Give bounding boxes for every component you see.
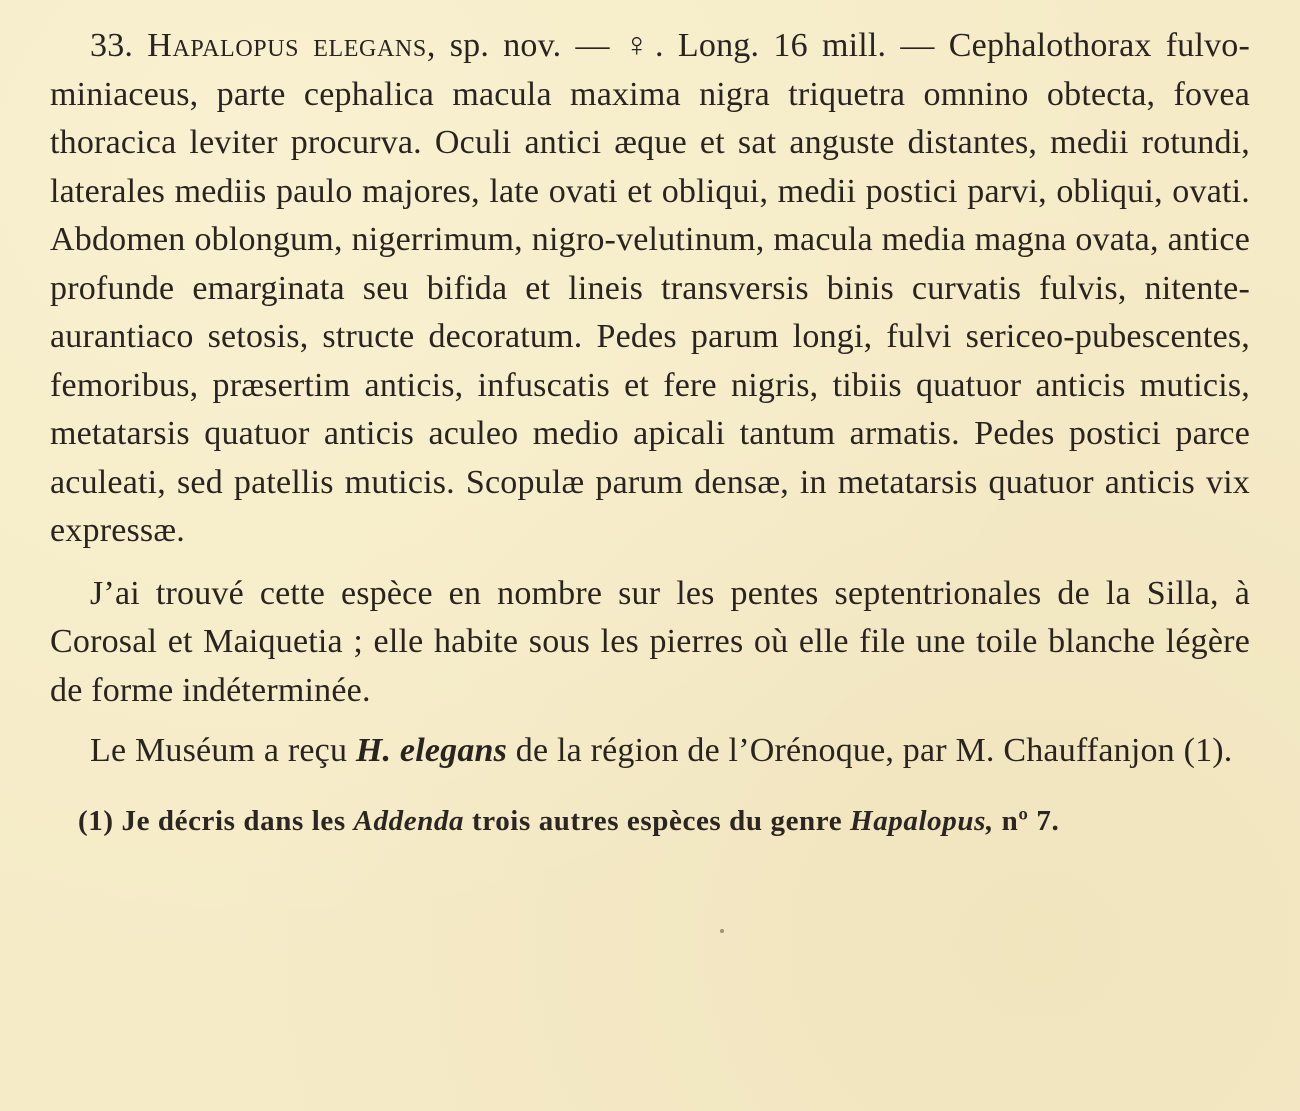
museum-text-before: Le Muséum a reçu	[90, 732, 356, 769]
genus-name: Hapalopus	[147, 27, 300, 64]
footnote-genus: Hapalopus,	[850, 804, 994, 837]
species-description-paragraph	[50, 22, 1250, 556]
museum-paragraph	[50, 727, 1250, 776]
footnote-text-middle: trois autres espèces du genre	[464, 804, 851, 837]
footnote	[50, 798, 1250, 844]
museum-text-after: de la région de l’Orénoque, par M. Chauffanjon (1).	[507, 732, 1233, 769]
species-name: elegans	[313, 27, 427, 64]
ink-speck	[720, 929, 724, 933]
entry-number: 33.	[90, 27, 134, 64]
museum-taxon: H. elegans	[355, 732, 508, 769]
footnote-text-before: (1) Je décris dans les	[78, 804, 354, 837]
footnote-addenda: Addenda	[353, 804, 465, 837]
habitat-paragraph: J’ai trouvé cette espèce en nombre sur les pentes septentrionales de la Silla, à Corosal et Maiquetia ; elle habite sous les pierres où elle file une toile blanche légère de forme indéterminée.	[50, 574, 1250, 709]
length-text: . Long. 16 mill. —	[655, 27, 935, 64]
description-text: Cephalothorax fulvo-miniaceus, parte cephalica macula maxima nigra triquetra omnino obtecta, fovea thoracica leviter procurva. Oculi antici æque et sat anguste distantes, medii rotundi, laterales mediis paulo majores, late ovati et obliqui, medii postici parvi, obliqui, ovati. Abdomen oblongum, nigerrimum, nigro-velutinum, macula media magna ovata, antice profunde emarginata seu bifida et lineis transversis binis curvatis fulvis, nitente-aurantiaco setosis, structe decoratum. Pedes parum longi, fulvi sericeo-pubescentes, femoribus, præsertim anticis, infuscatis et fere nigris, tibiis quatuor anticis muticis, metatarsis quatuor anticis aculeo medio apicali tantum armatis. Pedes postici parce aculeati, sed patellis muticis. Scopulæ parum densæ, in metatarsis quatuor anticis vix expressæ.	[50, 27, 1251, 549]
footnote-text-after: nº 7.	[993, 804, 1060, 837]
status-text: , sp. nov. —	[426, 27, 610, 64]
sex-symbol: ♀	[623, 27, 656, 64]
